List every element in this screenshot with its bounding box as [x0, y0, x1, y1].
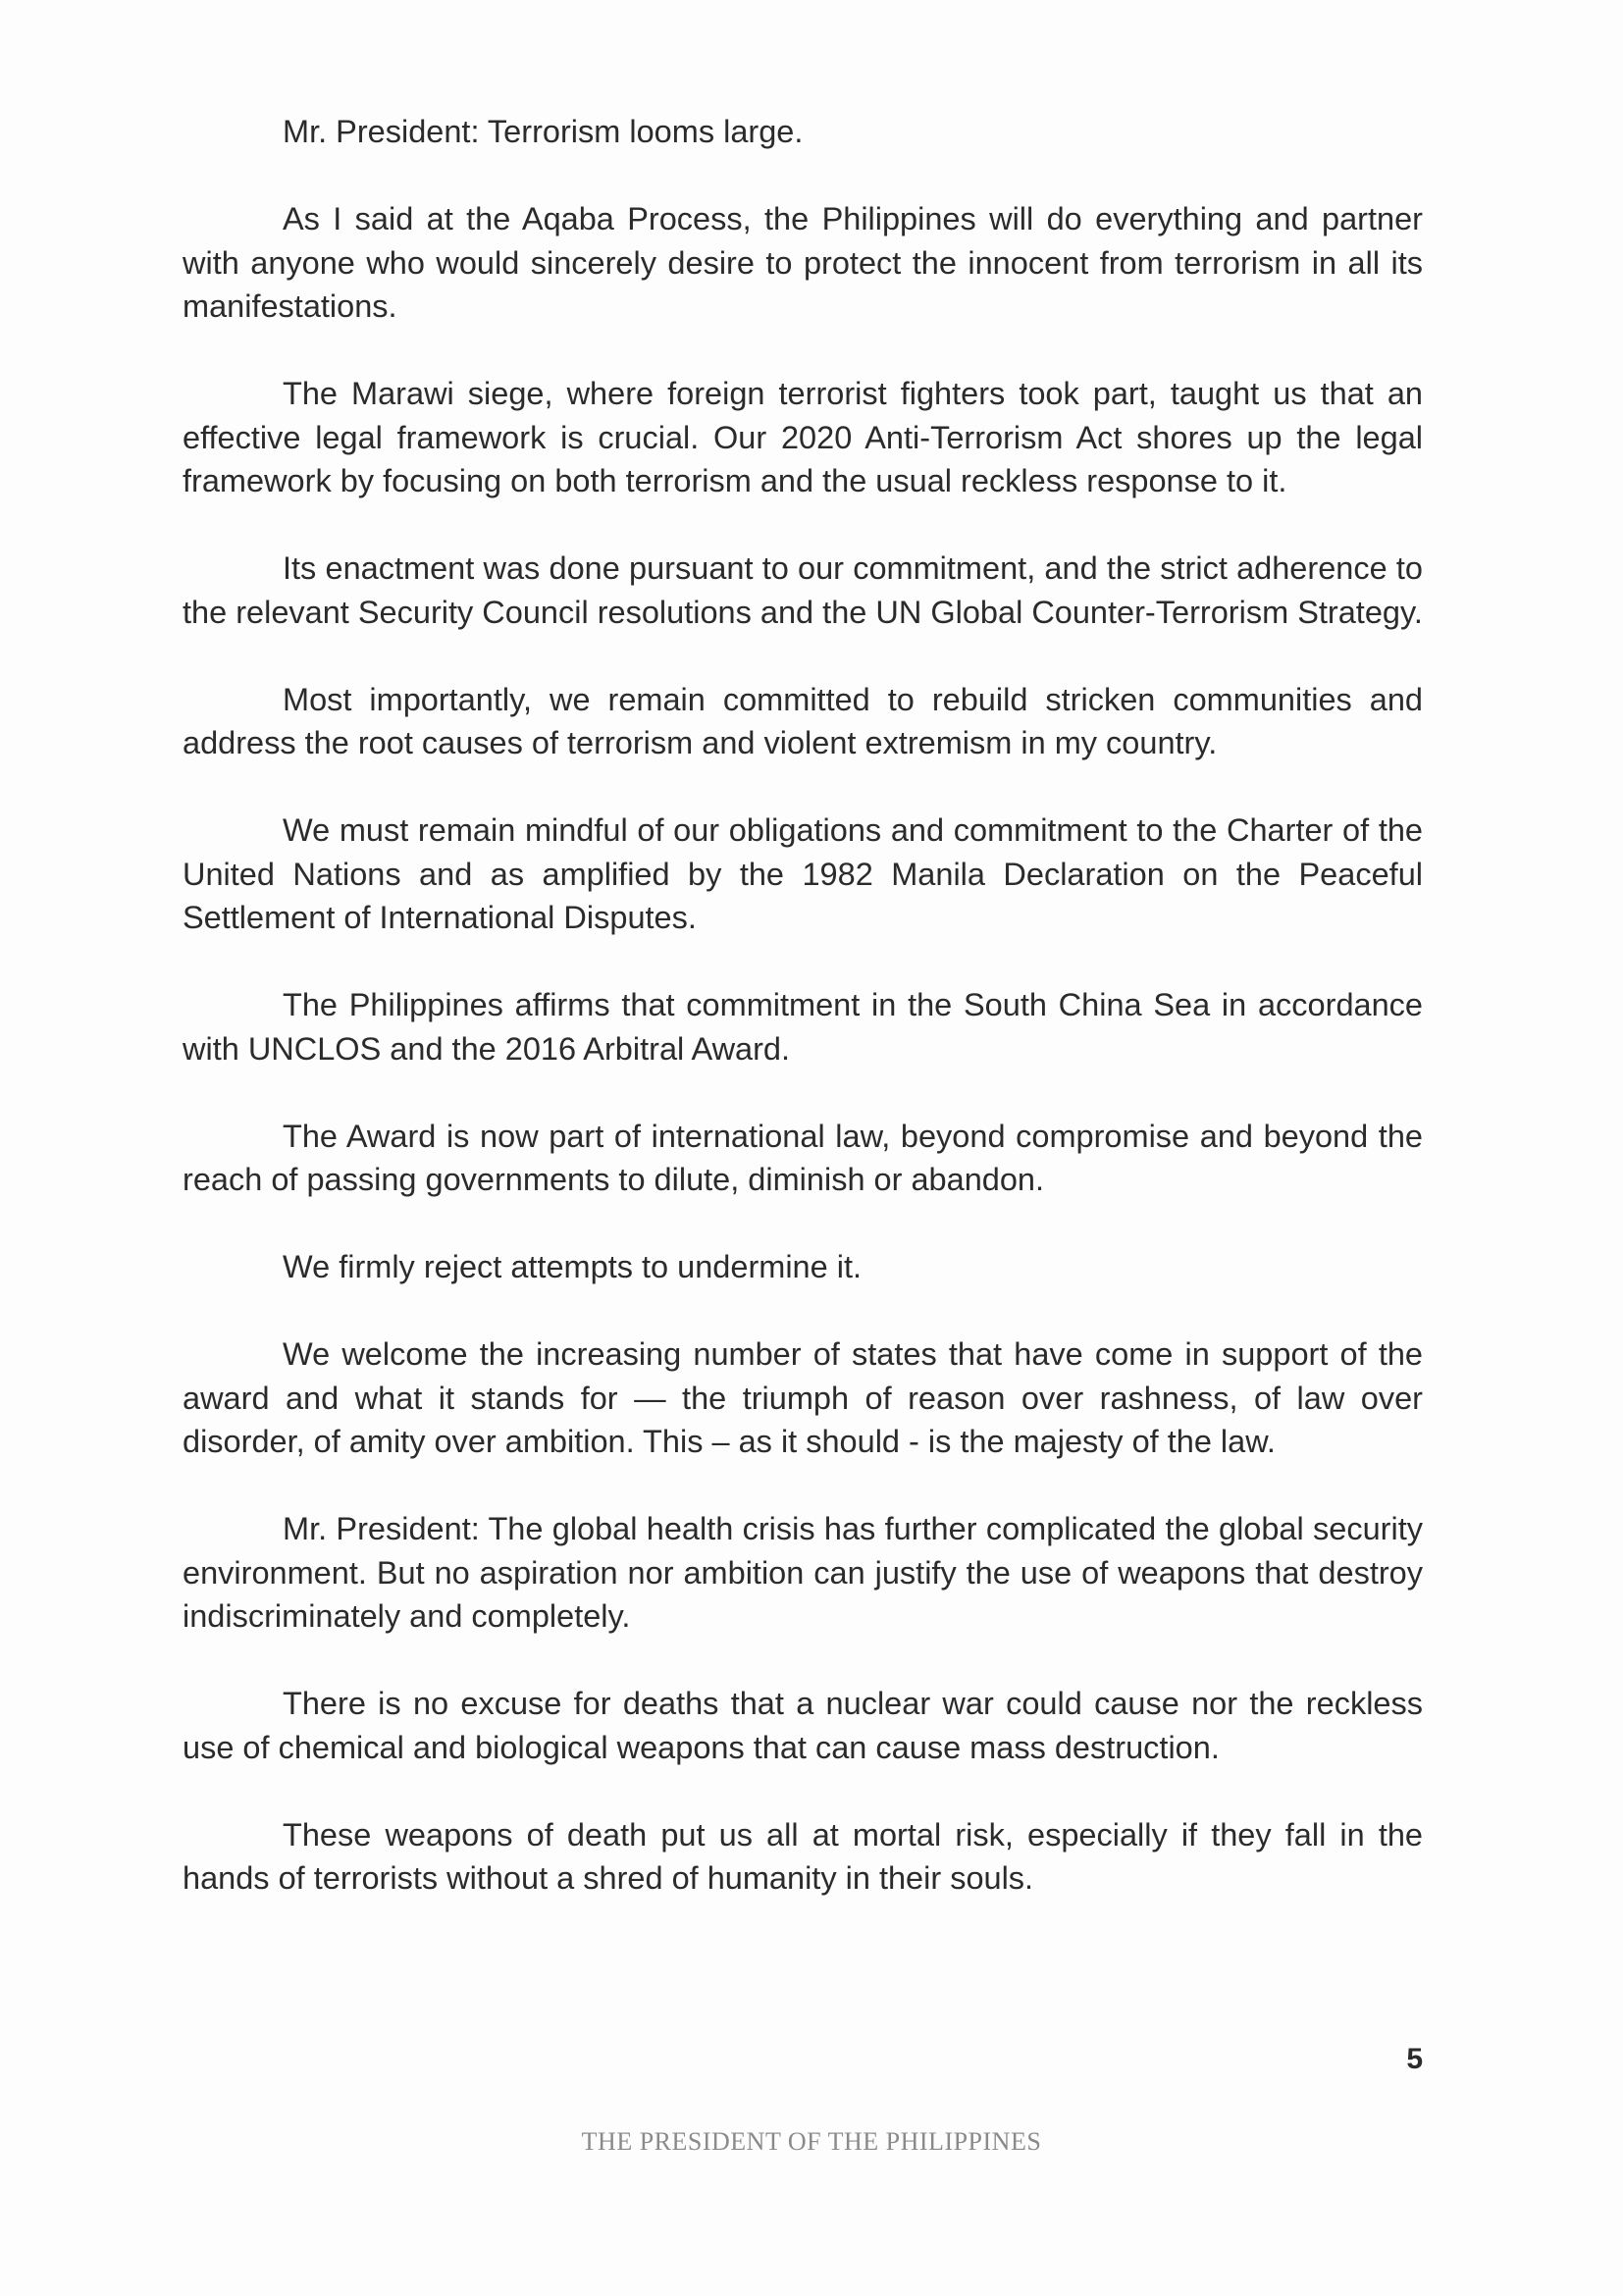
paragraph: Most importantly, we remain committed to rebuild stricken communities and address the root causes of terrorism and violent extremism in my country.: [183, 681, 1423, 760]
paragraph: As I said at the Aqaba Process, the Philippines will do everything and partner with anyone who would sincerely desire to protect the innocent from terrorism in all its manifestations.: [183, 201, 1423, 324]
footer-letterhead: THE PRESIDENT OF THE PHILIPPINES: [581, 2127, 1042, 2156]
paragraph: Mr. President: The global health crisis has further complicated the global security environment. But no aspiration nor ambition can justify the use of weapons that destroy indiscriminately and completely.: [183, 1511, 1423, 1634]
body-text: [183, 110, 1423, 1944]
paragraph: The Philippines affirms that commitment in the South China Sea in accordance with UNCLOS and the 2016 Arbitral Award.: [183, 987, 1423, 1067]
page-number: 5: [1406, 2043, 1423, 2075]
paragraph: We welcome the increasing number of states that have come in support of the award and what it stands for — the triumph of reason over rashness, of law over disorder, of amity over ambition. This – as it should - is the majesty of the law.: [183, 1336, 1423, 1459]
paragraph: We must remain mindful of our obligations and commitment to the Charter of the United Nations and as amplified by the 1982 Manila Declaration on the Peaceful Settlement of International Disputes.: [183, 812, 1423, 935]
paragraph: The Marawi siege, where foreign terrorist fighters took part, taught us that an effective legal framework is crucial. Our 2020 Anti-Terrorism Act shores up the legal framework by focusing on both terrorism and the usual reckless response to it.: [183, 376, 1423, 498]
paragraph: The Award is now part of international law, beyond compromise and beyond the reach of passing governments to dilute, diminish or abandon.: [183, 1118, 1423, 1197]
paragraph: Mr. President: Terrorism looms large.: [283, 114, 804, 149]
paragraph: Its enactment was done pursuant to our commitment, and the strict adherence to the relevant Security Council resolutions and the UN Global Counter-Terrorism Strategy.: [183, 550, 1423, 630]
paragraph: There is no excuse for deaths that a nuclear war could cause nor the reckless use of chemical and biological weapons that can cause mass destruction.: [183, 1686, 1423, 1765]
paragraph: These weapons of death put us all at mortal risk, especially if they fall in the hands of terrorists without a shred of humanity in their souls.: [183, 1816, 1423, 1896]
paragraph: We firmly reject attempts to undermine it.: [283, 1249, 863, 1284]
